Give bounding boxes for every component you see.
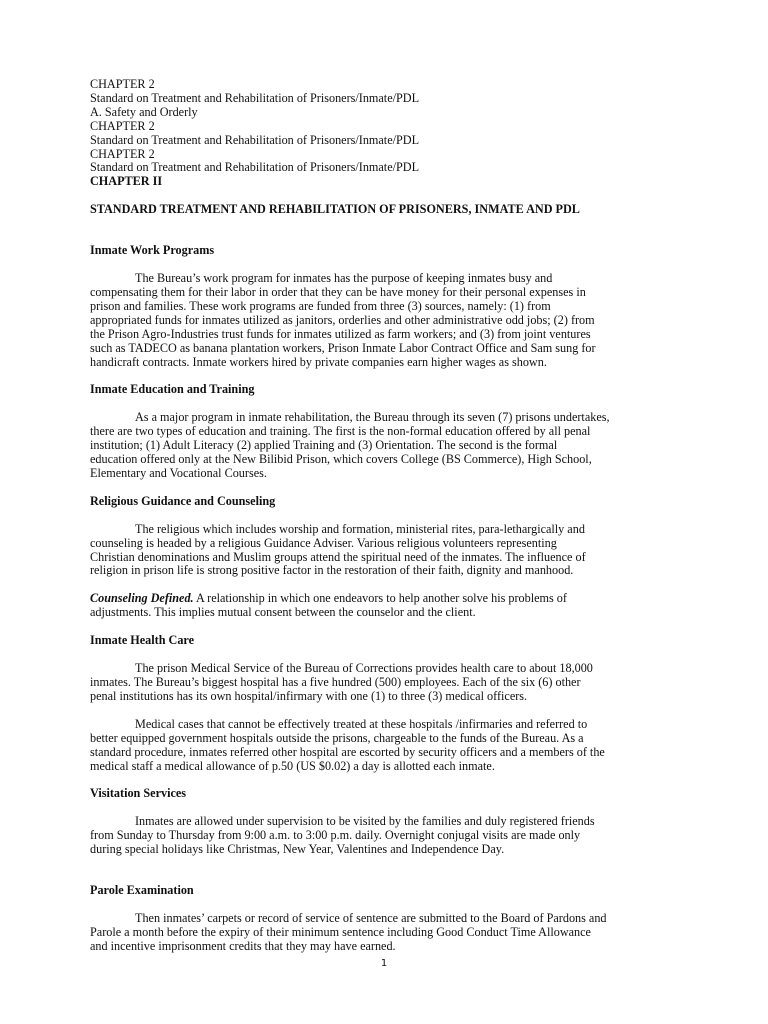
- text-line: Parole a month before the expiry of their minimum sentence including Good Conduct Time Allowance: [90, 924, 591, 939]
- text-line: adjustments. This implies mutual consent between the counselor and the client.: [90, 605, 476, 620]
- paragraph: [90, 411, 690, 481]
- document-header: [90, 78, 690, 189]
- text-line: the Prison Agro-Industries trust funds for inmates utilized as farm workers; and (3) from joint ventures: [90, 326, 591, 341]
- text-line: prison and families. These work programs are funded from three (3) sources, namely: (1) from: [90, 298, 551, 313]
- text-line: The prison Medical Service of the Bureau of Corrections provides health care to about 18,000: [135, 661, 593, 676]
- text-line: Christian denominations and Muslim groups attend the spiritual need of the inmates. The influence of: [90, 549, 586, 564]
- page-number: 1: [380, 958, 388, 969]
- header-line: Standard on Treatment and Rehabilitation of Prisoners/Inmate/PDL: [90, 132, 420, 147]
- section-religious: [90, 495, 690, 620]
- document-page: [90, 78, 690, 954]
- header-line: Standard on Treatment and Rehabilitation of Prisoners/Inmate/PDL: [90, 90, 420, 105]
- paragraph: [90, 272, 690, 369]
- text-line: handicraft contracts. Inmate workers hired by private companies earn higher wages as shown.: [90, 354, 547, 369]
- text-line: The religious which includes worship and formation, ministerial rites, para-lethargically and: [135, 521, 585, 536]
- text-line: Medical cases that cannot be effectively treated at these hospitals /infirmaries and referred to: [135, 716, 588, 731]
- document-title: STANDARD TREATMENT AND REHABILITATION OF PRISONERS, INMATE AND PDL: [90, 202, 580, 217]
- section-heading: Inmate Education and Training: [90, 382, 255, 397]
- paragraph: [90, 912, 690, 954]
- paragraph: [90, 662, 690, 704]
- header-line: CHAPTER 2: [90, 77, 155, 91]
- chapter-heading: CHAPTER II: [90, 174, 163, 189]
- text-line: better equipped government hospitals outside the prisons, chargeable to the funds of the Bureau. As a: [90, 730, 584, 745]
- header-line: A. Safety and Orderly: [90, 104, 198, 119]
- definition-text: A relationship in which one endeavors to help another solve his problems of: [193, 591, 567, 606]
- text-line: religion in prison life is strong positive factor in the restoration of their faith, dignity and manhood.: [90, 563, 574, 578]
- section-heading: Inmate Health Care: [90, 633, 195, 648]
- definition-term: Counseling Defined.: [90, 591, 194, 606]
- header-line: CHAPTER 2: [90, 146, 155, 161]
- text-line: compensating them for their labor in order that they can be have money for their personal expenses in: [90, 284, 586, 299]
- text-line: and incentive imprisonment credits that they may have earned.: [90, 938, 396, 953]
- text-line: from Sunday to Thursday from 9:00 a.m. to 3:00 p.m. daily. Overnight conjugal visits are made only: [90, 828, 581, 843]
- section-education: [90, 383, 690, 480]
- section-heading: Inmate Work Programs: [90, 243, 215, 258]
- text-line: education offered only at the New Bilibid Prison, which covers College (BS Commerce), High School,: [90, 452, 592, 467]
- text-line: The Bureau’s work program for inmates has the purpose of keeping inmates busy and: [135, 271, 553, 286]
- section-visitation: [90, 787, 690, 857]
- header-line: CHAPTER 2: [90, 118, 155, 133]
- section-heading: Religious Guidance and Counseling: [90, 493, 276, 508]
- text-line: penal institutions has its own hospital/infirmary with one (1) to three (3) medical officers.: [90, 688, 528, 703]
- counseling-definition: [90, 592, 690, 620]
- section-parole: [90, 884, 690, 954]
- paragraph: [90, 718, 690, 774]
- section-work-programs: [90, 244, 690, 369]
- text-line: Then inmates’ carpets or record of service of sentence are submitted to the Board of Pardons and: [135, 910, 607, 925]
- text-line: standard procedure, inmates referred other hospital are escorted by security officers and a members of the: [90, 744, 605, 759]
- text-line: Inmates are allowed under supervision to be visited by the families and duly registered friends: [135, 814, 595, 829]
- text-line: Elementary and Vocational Courses.: [90, 465, 267, 480]
- section-heading: Visitation Services: [90, 786, 187, 801]
- text-line: inmates. The Bureau’s biggest hospital has a five hundred (500) employees. Each of the six (6) other: [90, 675, 581, 689]
- text-line: counseling is headed by a religious Guidance Adviser. Various religious volunteers representing: [90, 535, 557, 550]
- text-line: As a major program in inmate rehabilitation, the Bureau through its seven (7) prisons undertakes,: [135, 410, 610, 425]
- text-line: institution; (1) Adult Literacy (2) applied Training and (3) Orientation. The second is the formal: [90, 438, 558, 453]
- section-health-care: [90, 634, 690, 773]
- text-line: appropriated funds for inmates utilized as janitors, orderlies and other administrative odd jobs; (2) from: [90, 312, 595, 327]
- text-line: there are two types of education and training. The first is the non-formal education offered by all penal: [90, 424, 591, 439]
- text-line: [90, 592, 690, 606]
- text-line: such as TADECO as banana plantation workers, Prison Inmate Labor Contract Office and Sam sung for: [90, 340, 596, 355]
- section-heading: Parole Examination: [90, 883, 194, 898]
- header-line: Standard on Treatment and Rehabilitation of Prisoners/Inmate/PDL: [90, 160, 420, 175]
- paragraph: [90, 523, 690, 579]
- text-line: during special holidays like Christmas, New Year, Valentines and Independence Day.: [90, 842, 505, 857]
- text-line: medical staff a medical allowance of p.50 (US $0.02) a day is allotted each inmate.: [90, 758, 495, 773]
- paragraph: [90, 815, 690, 857]
